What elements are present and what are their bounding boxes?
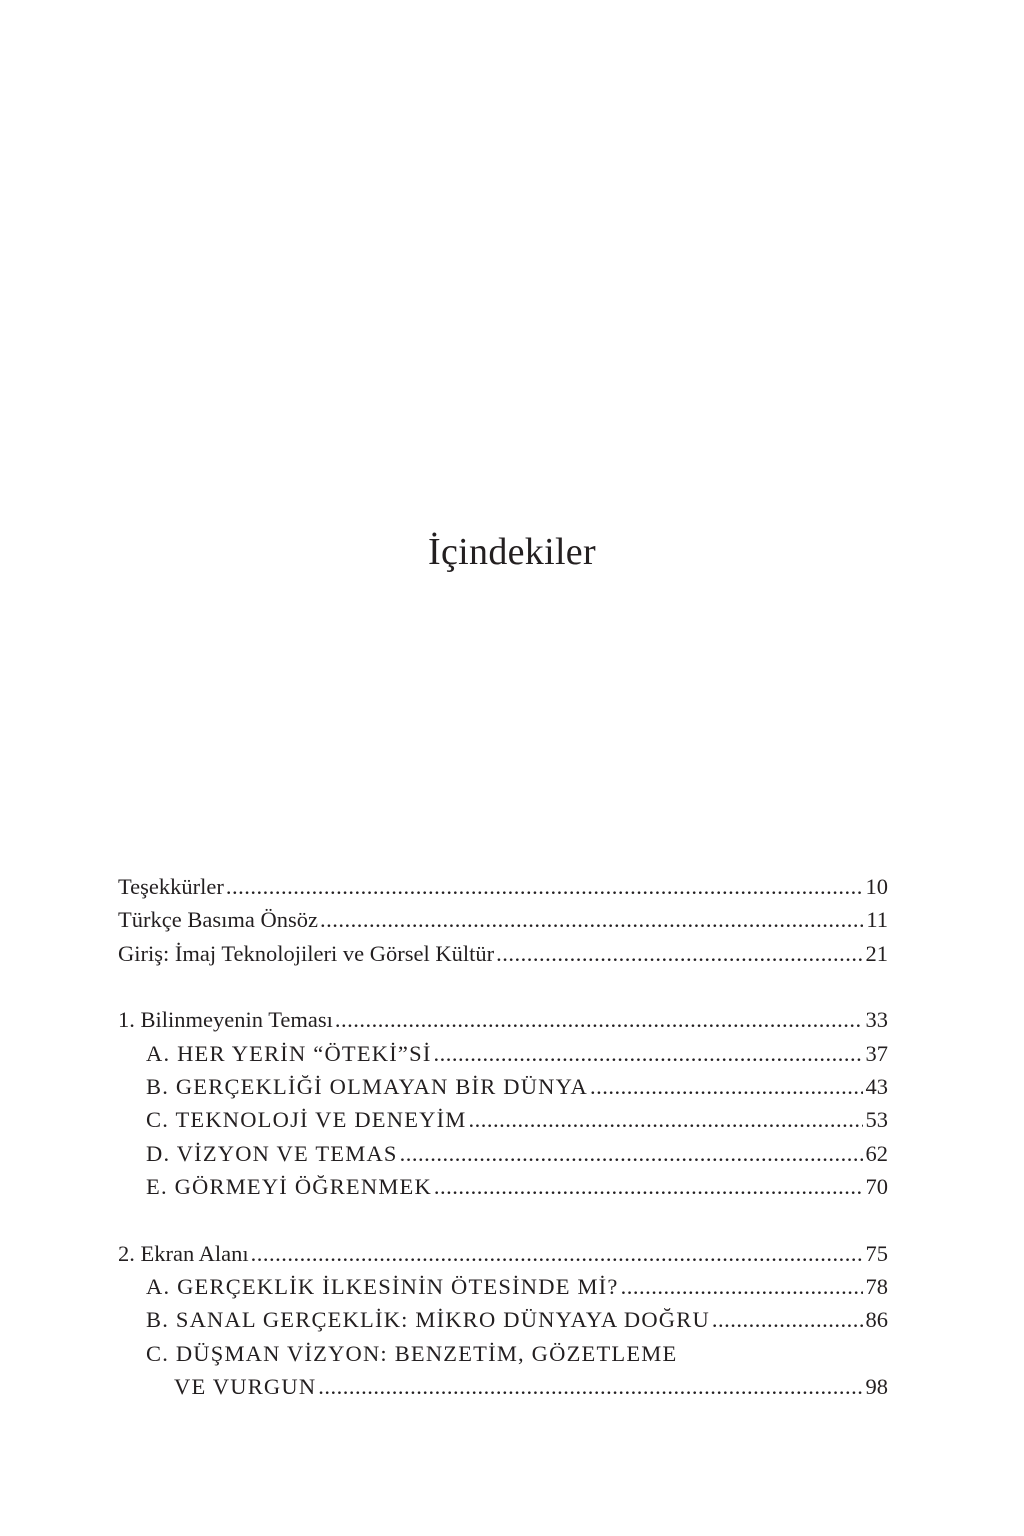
table-of-contents — [118, 870, 888, 1436]
toc-entry-page: 98 — [865, 1374, 888, 1400]
page-title: İçindekiler — [428, 531, 596, 573]
toc-entry-page: 11 — [866, 907, 888, 933]
toc-entry-page: 37 — [865, 1040, 888, 1066]
toc-entry-label: B. GERÇEKLİĞİ OLMAYAN BİR DÜNYA — [146, 1073, 589, 1099]
toc-section-2b[interactable] — [118, 1303, 888, 1336]
toc-entry-label: D. VİZYON VE TEMAS — [146, 1140, 398, 1166]
toc-leader-dots — [335, 1003, 863, 1036]
toc-entry-label-continuation: VE VURGUN — [174, 1374, 317, 1400]
toc-entry-page: 21 — [865, 940, 888, 966]
toc-entry-page: 10 — [865, 874, 888, 899]
toc-entry-page: 86 — [865, 1307, 888, 1333]
toc-leader-dots — [621, 1270, 863, 1303]
toc-front-matter — [118, 870, 888, 970]
toc-section-1d[interactable] — [118, 1137, 888, 1170]
toc-entry-label: E. GÖRMEYİ ÖĞRENMEK — [146, 1174, 432, 1200]
toc-section-1a[interactable] — [118, 1037, 888, 1070]
toc-leader-dots — [434, 1170, 863, 1203]
toc-entry-label: Türkçe Basıma Önsöz — [118, 907, 318, 933]
toc-entry-label: 2. Ekran Alanı — [118, 1240, 249, 1266]
toc-leader-dots — [590, 1070, 862, 1103]
toc-leader-dots — [469, 1103, 863, 1136]
toc-leader-dots — [712, 1303, 863, 1336]
toc-entry-label: A. HER YERİN “ÖTEKİ”Sİ — [146, 1040, 432, 1066]
toc-leader-dots — [434, 1037, 863, 1070]
toc-entry-label: Giriş: İmaj Teknolojileri ve Görsel Kültür — [118, 940, 495, 966]
toc-entry-page: 33 — [865, 1007, 888, 1033]
toc-entry-page: 75 — [865, 1240, 888, 1266]
toc-chapter-1-heading[interactable] — [118, 1003, 888, 1036]
toc-section-2a[interactable] — [118, 1270, 888, 1303]
toc-chapter-2-heading[interactable] — [118, 1237, 888, 1270]
toc-entry-label: C. TEKNOLOJİ VE DENEYİM — [146, 1107, 467, 1133]
toc-entry-label: B. SANAL GERÇEKLİK: MİKRO DÜNYAYA DOĞRU — [146, 1307, 710, 1333]
toc-chapter-2 — [118, 1237, 888, 1404]
toc-section-2c[interactable] — [118, 1337, 888, 1370]
toc-entry-label: 1. Bilinmeyenin Teması — [118, 1007, 333, 1033]
toc-entry-label: C. DÜŞMAN VİZYON: BENZETİM, GÖZETLEME — [146, 1340, 678, 1366]
toc-leader-dots — [496, 937, 862, 970]
toc-entry-acknowledgements[interactable] — [118, 870, 888, 903]
toc-entry-introduction[interactable] — [118, 937, 888, 970]
toc-entry-page: 62 — [865, 1140, 888, 1166]
toc-chapter-1 — [118, 1003, 888, 1203]
toc-leader-dots — [320, 903, 863, 936]
toc-section-1c[interactable] — [118, 1103, 888, 1136]
toc-section-1e[interactable] — [118, 1170, 888, 1203]
toc-entry-page: 43 — [865, 1073, 888, 1099]
toc-leader-dots — [226, 870, 863, 903]
toc-section-2c-continuation[interactable] — [118, 1370, 888, 1403]
toc-entry-label: Teşekkürler — [118, 874, 224, 899]
toc-leader-dots — [318, 1370, 862, 1403]
toc-entry-label: A. GERÇEKLİK İLKESİNİN ÖTESİNDE Mİ? — [146, 1273, 619, 1299]
toc-entry-page: 78 — [865, 1273, 888, 1299]
toc-entry-page: 70 — [865, 1174, 888, 1200]
toc-entry-page: 53 — [865, 1107, 888, 1133]
toc-leader-dots — [251, 1237, 863, 1270]
toc-leader-dots — [400, 1137, 863, 1170]
toc-entry-preface[interactable] — [118, 903, 888, 936]
toc-section-1b[interactable] — [118, 1070, 888, 1103]
